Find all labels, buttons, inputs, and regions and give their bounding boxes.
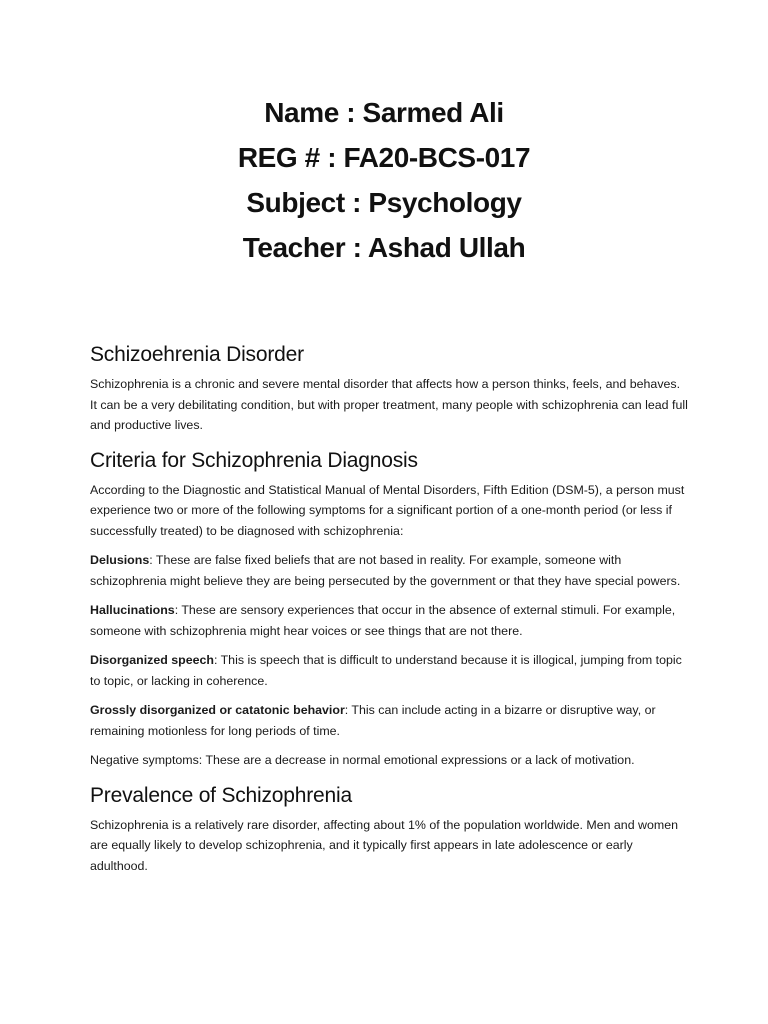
criteria-text-hallucinations: : These are sensory experiences that occur in the absence of external stimuli. For example, someone with schizophrenia might hear voices or see things that are not there. — [90, 603, 676, 638]
prevalence-paragraph: Schizophrenia is a relatively rare disorder, affecting about 1% of the population worldwide. Men and women are equally likely to develop schizophrenia, and it typically first appears in late adolescence or early adulthood. — [90, 817, 678, 873]
criteria-text-disorganized-speech: : This is speech that is difficult to understand because it is illogical, jumping from topic to topic, or lacking in coherence. — [90, 653, 682, 688]
criteria-item-catatonic-behavior — [90, 700, 690, 741]
criteria-term-hallucinations: Hallucinations — [90, 603, 175, 617]
student-name: Name : Sarmed Ali — [264, 97, 504, 128]
criteria-term-catatonic-behavior: Grossly disorganized or catatonic behavior — [90, 703, 345, 717]
subject-line: Subject : Psychology — [246, 187, 522, 218]
criteria-item-delusions — [90, 550, 690, 591]
document-body — [90, 340, 690, 876]
criteria-item-disorganized-speech — [90, 650, 690, 691]
criteria-intro-paragraph: According to the Diagnostic and Statistical Manual of Mental Disorders, Fifth Edition (DSM-5), a person must experience two or more of the following symptoms for a significant portion of a one-month period (or less if successfully treated) to be diagnosed with schizophrenia: — [90, 482, 685, 538]
section-heading-prevalence: Prevalence of Schizophrenia — [90, 783, 352, 807]
criteria-text-delusions: : These are false fixed beliefs that are not based in reality. For example, someone with schizophrenia might believe they are being persecuted by the government or that they have special powers. — [90, 553, 681, 588]
criteria-term-delusions: Delusions — [90, 553, 150, 567]
criteria-negative-symptoms: Negative symptoms: These are a decrease in normal emotional expressions or a lack of motivation. — [90, 753, 635, 767]
criteria-item-hallucinations — [90, 600, 690, 641]
section-heading-overview: Schizoehrenia Disorder — [90, 343, 304, 366]
criteria-text-catatonic-behavior: : This can include acting in a bizarre or disruptive way, or remaining motionless for long periods of time. — [90, 703, 656, 738]
cover-block — [0, 90, 768, 270]
criteria-term-disorganized-speech: Disorganized speech — [90, 653, 214, 667]
overview-paragraph: Schizophrenia is a chronic and severe mental disorder that affects how a person thinks, feels, and behaves. It can be a very debilitating condition, but with proper treatment, many people with schizophrenia can lead full and productive lives. — [90, 377, 688, 432]
section-heading-criteria: Criteria for Schizophrenia Diagnosis — [90, 448, 418, 472]
registration-number: REG # : FA20-BCS-017 — [237, 142, 531, 173]
teacher-line: Teacher : Ashad Ullah — [242, 232, 526, 263]
